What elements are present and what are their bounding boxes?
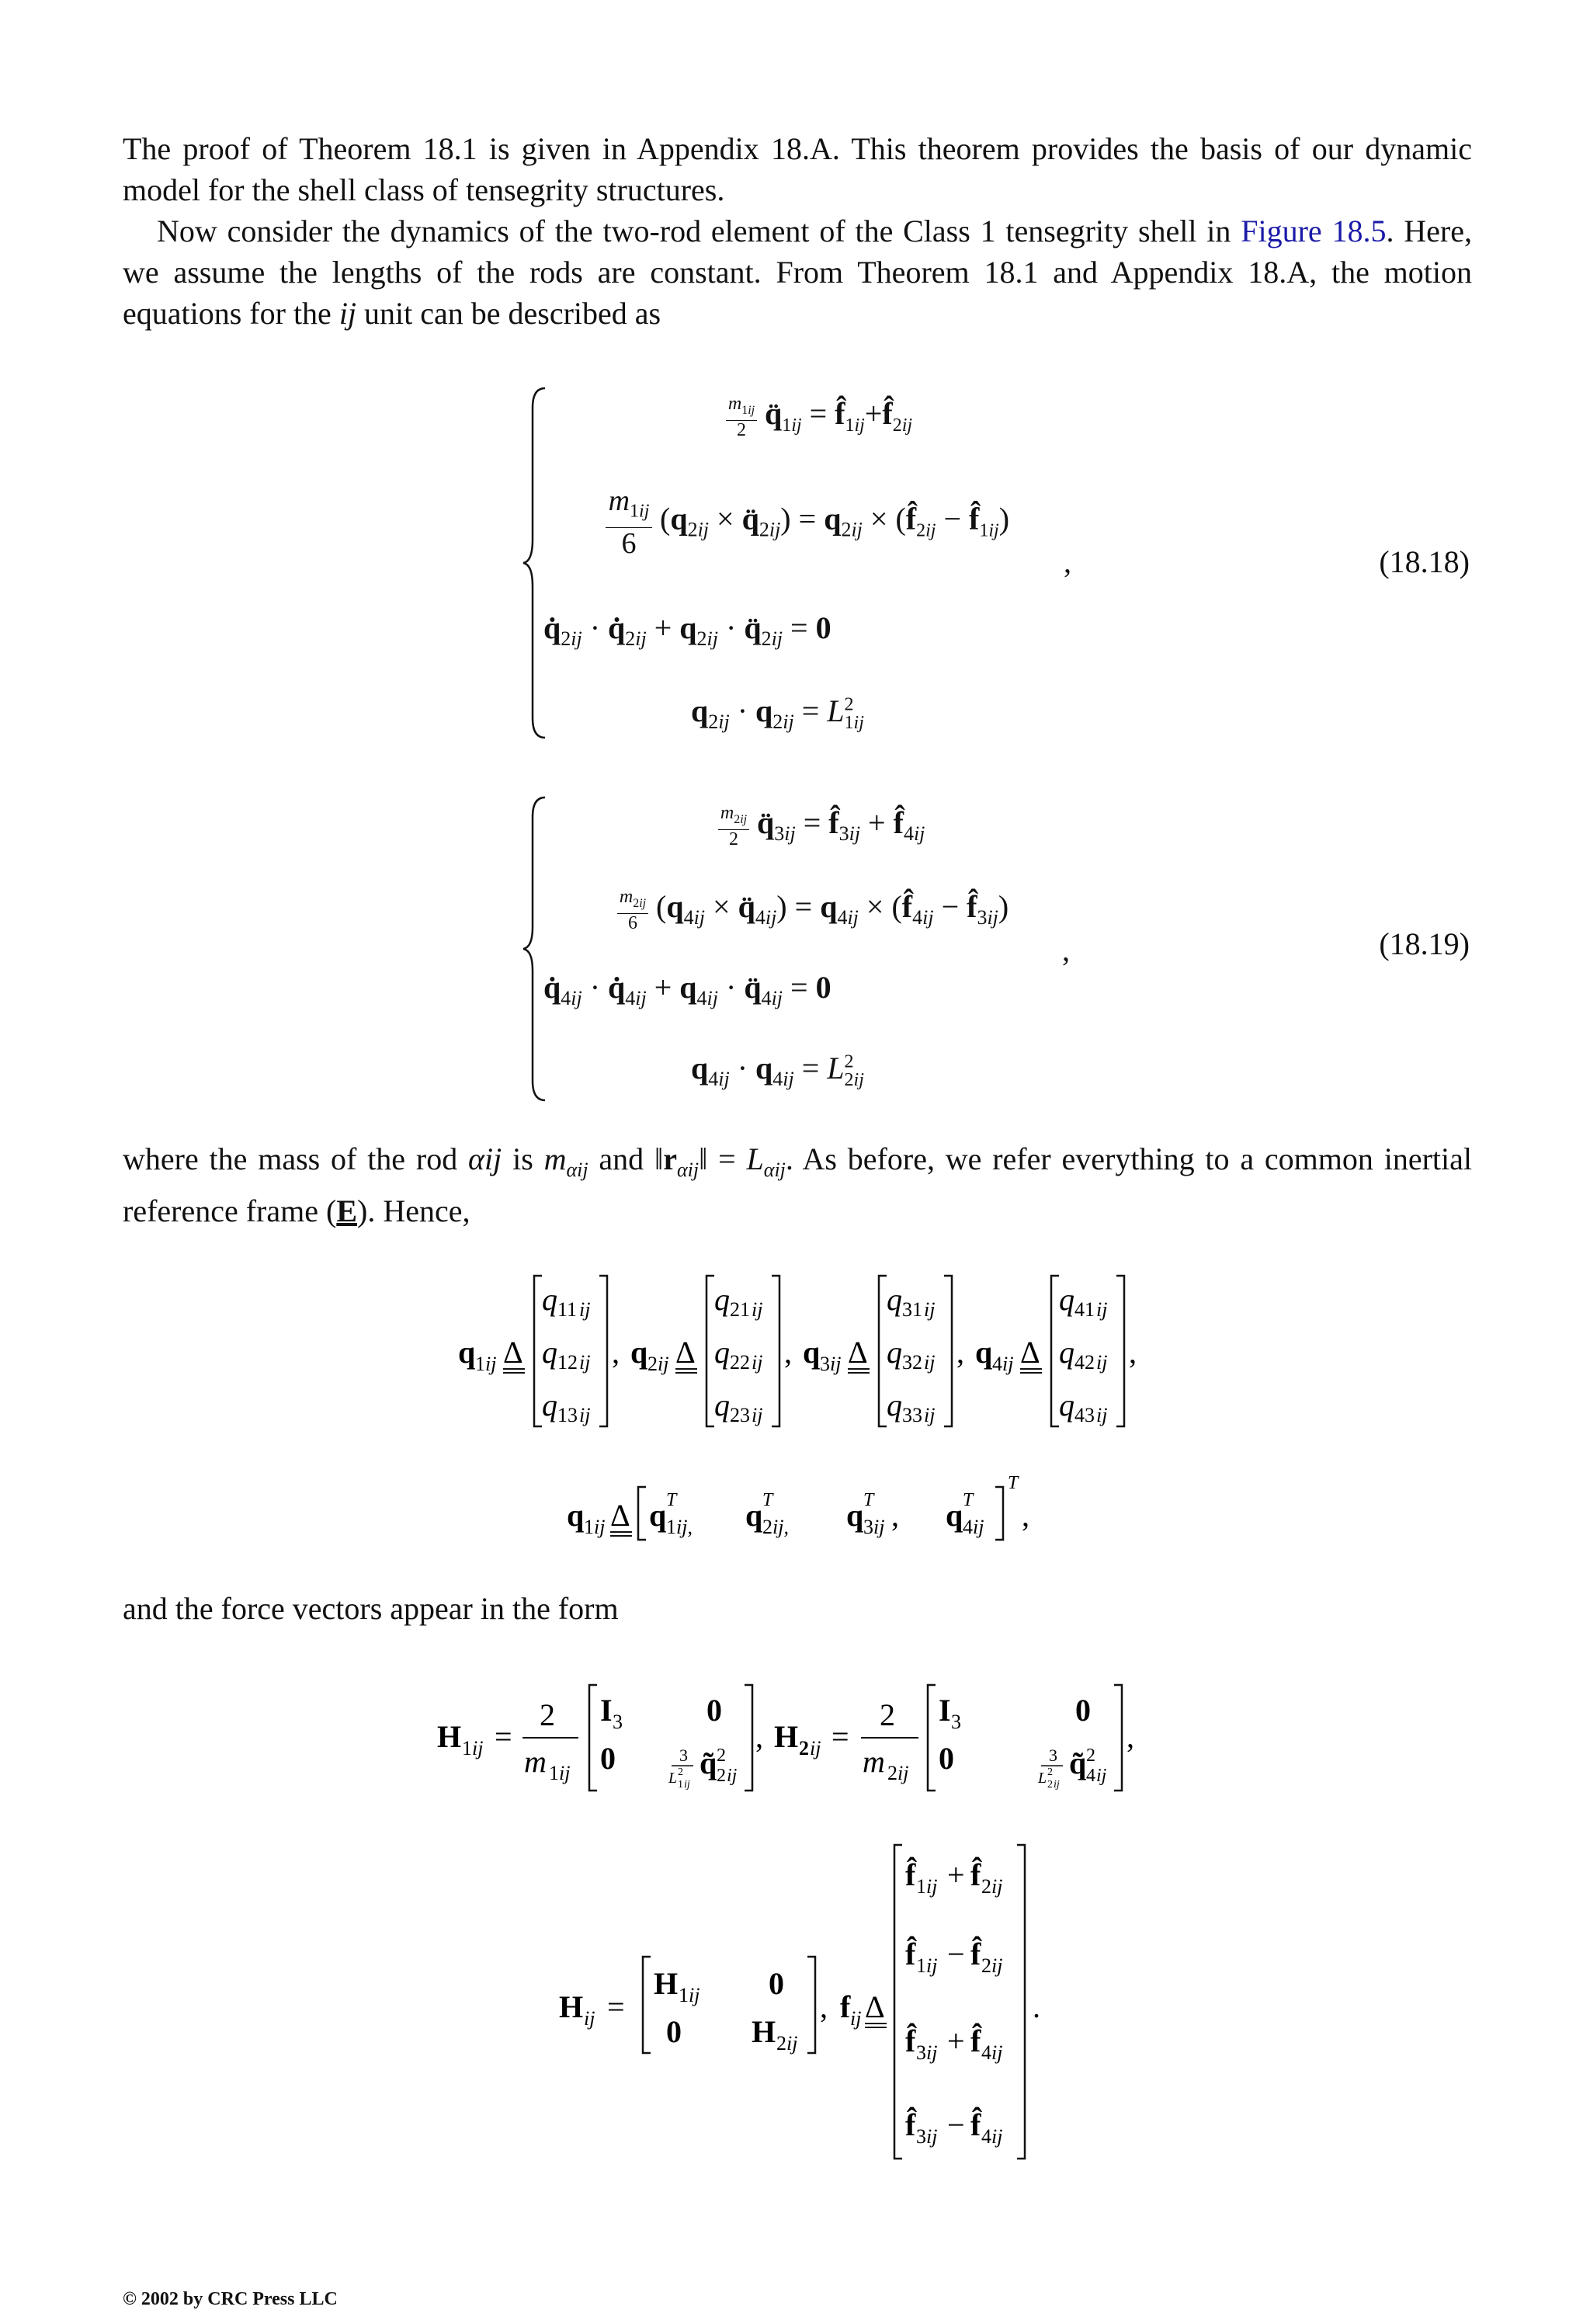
svg-text:m: m xyxy=(524,1744,547,1779)
svg-text:2: 2 xyxy=(1086,1746,1095,1766)
svg-text:ij: ij xyxy=(897,1762,909,1784)
svg-text:,: , xyxy=(784,1335,792,1370)
svg-text:,: , xyxy=(956,1335,964,1370)
svg-text:1: 1 xyxy=(916,1954,926,1977)
svg-text:ij: ij xyxy=(924,1298,936,1321)
svg-text:T: T xyxy=(666,1490,677,1510)
svg-text:q: q xyxy=(1059,1388,1074,1423)
svg-text:1: 1 xyxy=(549,1762,559,1784)
svg-text:42: 42 xyxy=(1074,1351,1095,1374)
svg-text:q: q xyxy=(975,1335,993,1370)
svg-text:ij: ij xyxy=(926,1875,938,1898)
svg-text:32: 32 xyxy=(902,1351,922,1374)
svg-text:ij: ij xyxy=(1054,1779,1060,1791)
svg-text:ij: ij xyxy=(991,2041,1003,2064)
svg-text:ij: ij xyxy=(485,1353,497,1375)
svg-text:Δ: Δ xyxy=(865,1989,885,2024)
svg-text:Δ: Δ xyxy=(848,1335,868,1370)
svg-text:H: H xyxy=(437,1719,462,1754)
svg-text:21: 21 xyxy=(730,1298,750,1321)
svg-text:q: q xyxy=(630,1335,648,1370)
svg-text:f̂: f̂ xyxy=(905,1937,916,1971)
svg-text:m: m xyxy=(863,1744,885,1779)
svg-text:q: q xyxy=(714,1282,730,1317)
svg-text:f̂: f̂ xyxy=(905,1857,916,1892)
svg-text:ij: ij xyxy=(1002,1353,1014,1375)
svg-text:4: 4 xyxy=(992,1353,1002,1375)
svg-text:0: 0 xyxy=(706,1693,722,1728)
eq19-line1: $m_{2ij}$ 2 $q̈_{3ij}$ = $f̂_{3ij}$ + $f̂_{4ij}$ xyxy=(718,804,925,849)
svg-text:3: 3 xyxy=(820,1353,830,1375)
svg-text:22: 22 xyxy=(730,1351,750,1374)
svg-text:ij: ij xyxy=(850,2007,862,2030)
svg-text:1: 1 xyxy=(462,1737,472,1760)
svg-text:I: I xyxy=(939,1693,951,1728)
svg-text:q̃: q̃ xyxy=(1069,1746,1087,1780)
svg-text:,: , xyxy=(1129,1335,1137,1370)
svg-text:ij: ij xyxy=(472,1737,484,1760)
svg-text:=: = xyxy=(831,1719,849,1754)
svg-text:1: 1 xyxy=(678,1779,683,1791)
paragraph-dynamics-intro: Now consider the dynamics of the two-rod element of the Class 1 tensegrity shell in Figure 18.5. Here, we assume the lengths of the rods are constant. From Theorem 18.1 and Appendix 18.A, the motion equations for the ij unit can be described as xyxy=(123,214,1473,331)
svg-text:ij: ij xyxy=(1096,1404,1108,1426)
svg-text:q̃: q̃ xyxy=(700,1746,717,1780)
svg-text:3: 3 xyxy=(679,1746,688,1765)
svg-text:2: 2 xyxy=(647,1353,658,1375)
svg-text:2: 2 xyxy=(981,1954,991,1977)
svg-text:ij: ij xyxy=(579,1404,591,1426)
svg-text:q: q xyxy=(887,1388,902,1423)
left-brace xyxy=(522,384,553,742)
svg-text:q: q xyxy=(887,1335,902,1370)
eq19-line3: $q̇_{4ij}$ · $q̇_{4ij} + q_{4ij}$ · $q̈_{4ij} = 0$ xyxy=(543,970,831,1009)
svg-text:Δ: Δ xyxy=(503,1335,523,1370)
svg-text:Δ: Δ xyxy=(1020,1335,1040,1370)
svg-text:2: 2 xyxy=(1047,1766,1053,1778)
svg-text:ij: ij xyxy=(752,1351,763,1374)
svg-text:q: q xyxy=(542,1335,557,1370)
svg-text:2: 2 xyxy=(880,1697,895,1732)
svg-text:+: + xyxy=(947,2024,965,2058)
svg-text:T: T xyxy=(863,1490,874,1510)
svg-text:2: 2 xyxy=(717,1746,726,1766)
svg-text:0: 0 xyxy=(769,1966,784,2001)
svg-text:1: 1 xyxy=(666,1516,676,1538)
svg-text:H: H xyxy=(774,1719,799,1754)
svg-text:3: 3 xyxy=(1049,1746,1057,1765)
svg-text:ij: ij xyxy=(924,1404,936,1426)
svg-text:12: 12 xyxy=(557,1351,578,1374)
svg-text:,: , xyxy=(820,1989,828,2024)
svg-text:23: 23 xyxy=(730,1404,750,1426)
eq19-line2: $m_{2ij}$ 6 ($q_{4ij}$ × $q̈_{4ij}) = q_{4ij}$ × ($f̂_{4ij}$ − $f̂_{3ij}$) xyxy=(617,888,1009,933)
svg-text:3: 3 xyxy=(916,2125,926,2148)
svg-text:T: T xyxy=(1008,1473,1019,1493)
svg-text:1: 1 xyxy=(916,1875,926,1898)
svg-text:ij: ij xyxy=(584,2007,595,2030)
svg-text:ij: ij xyxy=(752,1298,763,1321)
svg-text:0: 0 xyxy=(600,1741,616,1776)
svg-text:q: q xyxy=(745,1498,763,1533)
svg-text:ij: ij xyxy=(689,1984,700,2006)
svg-text:ij: ij xyxy=(1096,1766,1107,1786)
svg-text:11: 11 xyxy=(557,1298,578,1321)
q-vector-definitions xyxy=(435,1262,1211,1440)
svg-text:ij: ij xyxy=(752,1404,763,1426)
svg-text:ij: ij xyxy=(830,1353,842,1375)
svg-text:43: 43 xyxy=(1074,1404,1095,1426)
q-stacked-vector xyxy=(559,1471,1056,1557)
svg-text:q: q xyxy=(803,1335,821,1370)
svg-text:2: 2 xyxy=(540,1697,555,1732)
svg-text:f̂: f̂ xyxy=(905,2107,916,2142)
svg-text:,: , xyxy=(1127,1719,1134,1754)
svg-text:L: L xyxy=(1038,1770,1047,1787)
svg-text:f̂: f̂ xyxy=(970,1937,981,1971)
svg-text:f̂: f̂ xyxy=(970,1857,981,1892)
svg-text:q: q xyxy=(887,1282,902,1317)
svg-text:−: − xyxy=(947,2107,965,2142)
h-and-f-matrices xyxy=(543,1832,1087,2166)
left-brace xyxy=(522,794,553,1104)
svg-text:Δ: Δ xyxy=(610,1498,630,1533)
svg-text:q: q xyxy=(567,1498,585,1533)
svg-text:ij: ij xyxy=(973,1516,984,1538)
svg-text:ij: ij xyxy=(579,1298,591,1321)
svg-text:ij: ij xyxy=(559,1762,571,1784)
svg-text:4: 4 xyxy=(981,2041,991,2064)
svg-text:q: q xyxy=(458,1335,476,1370)
svg-text:,: , xyxy=(1022,1498,1029,1533)
svg-text:=: = xyxy=(607,1989,625,2024)
svg-text:2: 2 xyxy=(678,1766,683,1778)
svg-text:ij: ij xyxy=(579,1351,591,1374)
svg-text:2: 2 xyxy=(799,1737,809,1760)
svg-text:2: 2 xyxy=(1047,1779,1053,1791)
svg-text:ij: ij xyxy=(1096,1298,1108,1321)
figure-link[interactable]: Figure 18.5 xyxy=(1241,214,1387,248)
svg-text:q: q xyxy=(714,1388,730,1423)
svg-text:,: , xyxy=(755,1719,763,1754)
eq18-comma: , xyxy=(1064,544,1071,579)
svg-text:ij: ij xyxy=(924,1351,936,1374)
svg-text:.: . xyxy=(1033,1989,1040,2024)
svg-text:H: H xyxy=(752,2014,776,2049)
svg-text:0: 0 xyxy=(1075,1693,1091,1728)
svg-text:3: 3 xyxy=(951,1711,961,1733)
svg-text:q: q xyxy=(542,1282,557,1317)
eq18-line3: $q̇_{2ij}$ · $q̇_{2ij} + q_{2ij}$ · $q̈_{2ij} = 0$ xyxy=(543,610,831,650)
svg-text:q: q xyxy=(1059,1282,1074,1317)
svg-text:ij: ij xyxy=(991,1954,1003,1977)
svg-text:ij: ij xyxy=(926,2041,938,2064)
svg-text:2: 2 xyxy=(776,2032,786,2055)
paragraph-theorem-proof: The proof of Theorem 18.1 is given in Appendix 18.A. This theorem provides the basis of our dynamic model for the shell class of tensegrity structures. xyxy=(123,131,1472,207)
eq18-line4: $q_{2ij} \cdot q_{2ij} = L^2_{1ij}$ xyxy=(691,693,864,733)
svg-text:I: I xyxy=(600,1693,613,1728)
eq19-line4: $q_{4ij} \cdot q_{4ij} = L^2_{2ij}$ xyxy=(691,1051,864,1090)
svg-text:3: 3 xyxy=(613,1711,623,1733)
svg-text:q: q xyxy=(714,1335,730,1370)
svg-text:1: 1 xyxy=(679,1984,689,2006)
paragraph-force-vectors: and the force vectors appear in the form xyxy=(123,1591,619,1626)
svg-text:q: q xyxy=(1059,1335,1074,1370)
svg-text:f̂: f̂ xyxy=(970,2024,981,2058)
svg-text:q: q xyxy=(946,1498,963,1533)
svg-text:2: 2 xyxy=(762,1516,772,1538)
svg-text:31: 31 xyxy=(902,1298,922,1321)
svg-text:−: − xyxy=(947,1937,965,1971)
svg-text:2: 2 xyxy=(717,1766,726,1786)
svg-text:ij: ij xyxy=(926,1954,938,1977)
svg-text:Δ: Δ xyxy=(675,1335,696,1370)
svg-text:ij: ij xyxy=(594,1516,606,1538)
svg-text:ij: ij xyxy=(810,1737,821,1760)
eq18-line1: $m_{1ij}$ 2 $q̈_{1ij}$ = $f̂_{1ij}+f̂_{2ij}$ xyxy=(726,394,912,439)
svg-text:33: 33 xyxy=(902,1404,922,1426)
svg-text:41: 41 xyxy=(1074,1298,1095,1321)
svg-text:13: 13 xyxy=(557,1404,578,1426)
copyright-footer: © 2002 by CRC Press LLC xyxy=(123,2289,338,2309)
svg-text:f̂: f̂ xyxy=(905,2024,916,2058)
svg-text:ij: ij xyxy=(727,1766,738,1786)
svg-text:q: q xyxy=(649,1498,667,1533)
svg-text:f̂: f̂ xyxy=(970,2107,981,2142)
svg-text:H: H xyxy=(654,1966,679,2001)
eq19-number: (18.19) xyxy=(1379,926,1470,961)
svg-text:ij: ij xyxy=(991,2125,1003,2148)
svg-text:H: H xyxy=(559,1989,584,2024)
svg-text:q: q xyxy=(542,1388,557,1423)
svg-text:q: q xyxy=(846,1498,864,1533)
svg-text:ij: ij xyxy=(1096,1351,1108,1374)
svg-text:ij: ij xyxy=(684,1779,690,1791)
svg-text:2: 2 xyxy=(887,1762,897,1784)
eq18-line2: $m_{1ij}$ 6 ($q_{2ij}$ × $q̈_{2ij}) = q_{2ij}$ × ($f̂_{2ij}$ − $f̂_{1ij}$) xyxy=(606,485,1009,559)
svg-text:4: 4 xyxy=(963,1516,973,1538)
svg-text:0: 0 xyxy=(939,1741,954,1776)
svg-text:+: + xyxy=(947,1857,965,1892)
svg-text:ij: ij xyxy=(786,2032,798,2055)
svg-text:ij,: ij, xyxy=(772,1516,789,1538)
eq18-number: (18.18) xyxy=(1379,544,1470,579)
svg-text:ij,: ij, xyxy=(676,1516,693,1538)
svg-text:4: 4 xyxy=(981,2125,991,2148)
svg-text:ij: ij xyxy=(658,1353,669,1375)
svg-text:3: 3 xyxy=(863,1516,873,1538)
svg-text:=: = xyxy=(495,1719,512,1754)
svg-text:1: 1 xyxy=(584,1516,594,1538)
svg-text:T: T xyxy=(762,1490,773,1510)
svg-text:L: L xyxy=(668,1770,678,1787)
svg-text:T: T xyxy=(963,1490,974,1510)
svg-text:1: 1 xyxy=(475,1353,485,1375)
svg-text:3: 3 xyxy=(916,2041,926,2064)
svg-text:,: , xyxy=(612,1335,620,1370)
svg-text:,: , xyxy=(891,1498,899,1533)
svg-text:ij: ij xyxy=(991,1875,1003,1898)
svg-text:ij: ij xyxy=(926,2125,938,2148)
paragraph-mass-definition: where the mass of the rod αij is $m_{\alpha ij}$ and $‖r_{\alpha ij}‖ = L_{\alpha ij}$. As before, we refer everything to a common inertial reference frame (E). Hence, xyxy=(123,1141,1472,1228)
svg-text:2: 2 xyxy=(981,1875,991,1898)
svg-text:f: f xyxy=(840,1989,851,2024)
svg-text:4: 4 xyxy=(1086,1766,1095,1786)
svg-text:ij: ij xyxy=(873,1516,885,1538)
h-block-matrices xyxy=(431,1669,1176,1809)
svg-text:0: 0 xyxy=(666,2014,682,2049)
eq19-comma: , xyxy=(1062,933,1070,967)
